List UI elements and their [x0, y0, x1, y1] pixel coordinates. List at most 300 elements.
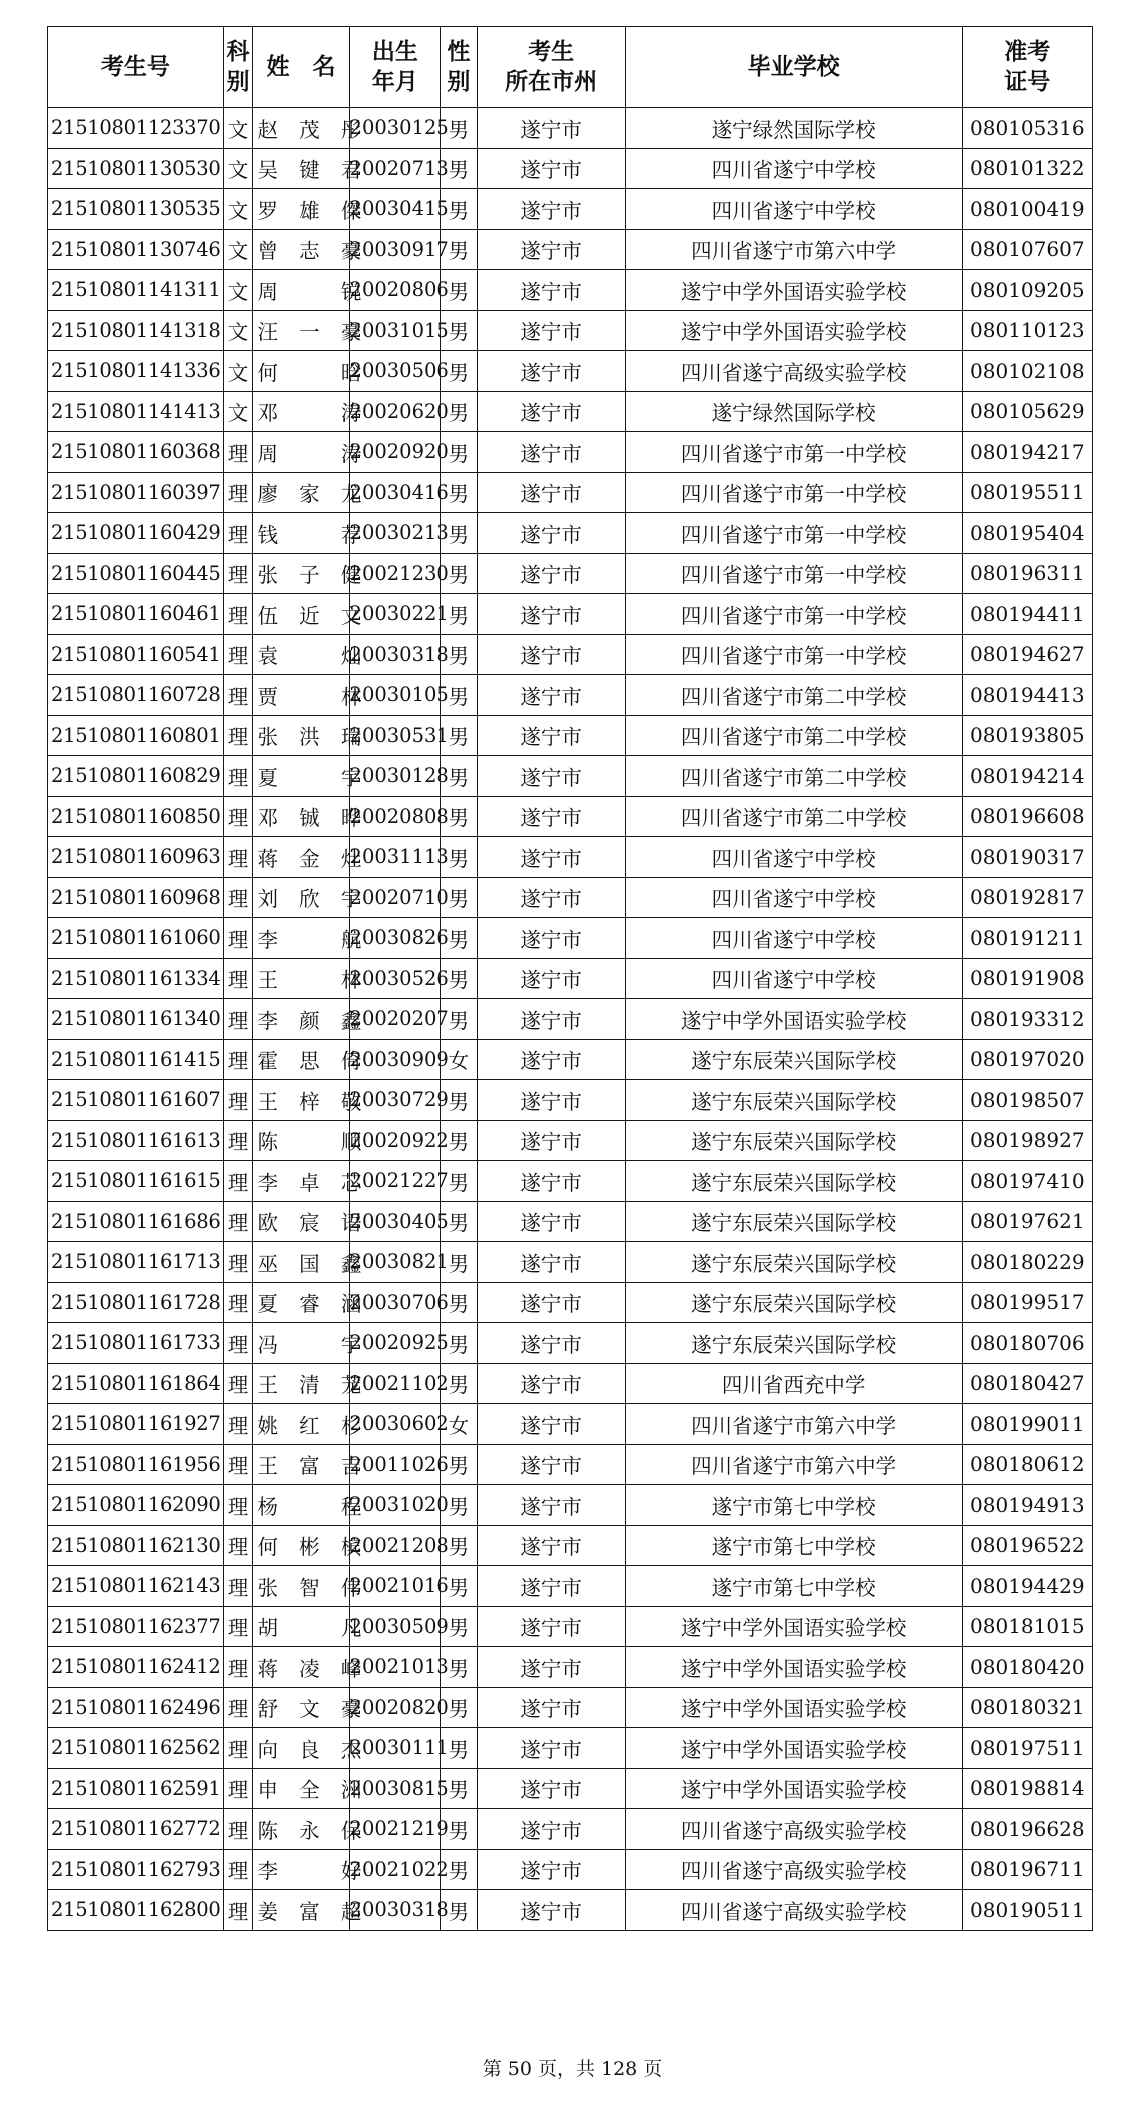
cell-subject: 理 — [223, 796, 253, 837]
cell-gender: 男 — [441, 229, 477, 270]
cell-gender: 男 — [441, 472, 477, 513]
cell-school: 四川省遂宁高级实验学校 — [625, 1809, 962, 1850]
cell-gender: 男 — [441, 1363, 477, 1404]
student-name: 李好 — [257, 1859, 362, 1884]
cell-birth: 20030405 — [349, 1201, 441, 1242]
cell-city: 遂宁市 — [477, 310, 625, 351]
cell-school: 四川省遂宁中学校 — [625, 837, 962, 878]
cell-subject: 理 — [223, 1606, 253, 1647]
cell-exam-no: 21510801130535 — [48, 189, 224, 230]
cell-city: 遂宁市 — [477, 1566, 625, 1607]
cell-cert: 080190317 — [962, 837, 1092, 878]
student-name: 夏睿涵 — [257, 1292, 362, 1317]
cell-exam-no: 21510801160397 — [48, 472, 224, 513]
cell-birth: 20020806 — [349, 270, 441, 311]
cell-city: 遂宁市 — [477, 1201, 625, 1242]
cell-birth: 20020620 — [349, 391, 441, 432]
student-name: 廖家龙 — [257, 482, 362, 507]
cell-exam-no: 21510801161060 — [48, 918, 224, 959]
student-name: 申全洲 — [257, 1778, 362, 1803]
cell-city: 遂宁市 — [477, 1080, 625, 1121]
cell-name — [253, 432, 362, 473]
student-name: 曾志豪 — [257, 239, 362, 264]
cell-cert: 080194413 — [962, 675, 1092, 716]
table-row — [48, 432, 1093, 473]
cell-school: 遂宁东辰荣兴国际学校 — [625, 1161, 962, 1202]
cell-subject: 理 — [223, 1242, 253, 1283]
cell-subject: 理 — [223, 1809, 253, 1850]
cell-name — [253, 1323, 362, 1364]
cell-subject: 理 — [223, 1647, 253, 1688]
cell-exam-no: 21510801160968 — [48, 877, 224, 918]
student-name: 王清茏 — [257, 1373, 362, 1398]
cell-city: 遂宁市 — [477, 918, 625, 959]
cell-exam-no: 21510801162562 — [48, 1728, 224, 1769]
roster-body — [48, 108, 1093, 1931]
table-row — [48, 999, 1093, 1040]
cell-cert: 080191908 — [962, 958, 1092, 999]
cell-gender: 男 — [441, 1120, 477, 1161]
table-row — [48, 958, 1093, 999]
cell-birth: 20020820 — [349, 1687, 441, 1728]
cell-exam-no: 21510801162772 — [48, 1809, 224, 1850]
cell-cert: 080196608 — [962, 796, 1092, 837]
cell-name — [253, 1080, 362, 1121]
cell-subject: 理 — [223, 1323, 253, 1364]
student-name: 陈顺 — [257, 1130, 362, 1155]
cell-city: 遂宁市 — [477, 189, 625, 230]
table-row — [48, 1039, 1093, 1080]
cell-name — [253, 1849, 362, 1890]
cell-name — [253, 148, 362, 189]
cell-name — [253, 1728, 362, 1769]
cell-name — [253, 594, 362, 635]
cell-cert: 080105629 — [962, 391, 1092, 432]
cell-exam-no: 21510801161415 — [48, 1039, 224, 1080]
cell-school: 遂宁东辰荣兴国际学校 — [625, 1120, 962, 1161]
student-name: 舒文豪 — [257, 1697, 362, 1722]
cell-subject: 文 — [223, 351, 253, 392]
cell-subject: 理 — [223, 958, 253, 999]
cell-exam-no: 21510801162800 — [48, 1890, 224, 1931]
cell-name — [253, 1161, 362, 1202]
student-name: 陈永保 — [257, 1818, 362, 1843]
cell-cert: 080196711 — [962, 1849, 1092, 1890]
cell-gender: 男 — [441, 918, 477, 959]
cell-city: 遂宁市 — [477, 756, 625, 797]
table-row — [48, 189, 1093, 230]
table-row — [48, 1687, 1093, 1728]
cell-gender: 男 — [441, 1647, 477, 1688]
cell-subject: 理 — [223, 1201, 253, 1242]
cell-gender: 男 — [441, 310, 477, 351]
cell-name — [253, 1647, 362, 1688]
table-row — [48, 1728, 1093, 1769]
cell-name — [253, 1120, 362, 1161]
table-row — [48, 1444, 1093, 1485]
cell-subject: 理 — [223, 1444, 253, 1485]
cell-cert: 080190511 — [962, 1890, 1092, 1931]
table-row — [48, 1849, 1093, 1890]
cell-school: 四川省遂宁市第一中学校 — [625, 513, 962, 554]
cell-school: 遂宁中学外国语实验学校 — [625, 270, 962, 311]
cell-exam-no: 21510801161927 — [48, 1404, 224, 1445]
cell-gender: 女 — [441, 1404, 477, 1445]
cell-gender: 男 — [441, 1444, 477, 1485]
table-row — [48, 108, 1093, 149]
cell-name — [253, 513, 362, 554]
cell-cert: 080180706 — [962, 1323, 1092, 1364]
cell-cert: 080194429 — [962, 1566, 1092, 1607]
cell-gender: 男 — [441, 1242, 477, 1283]
cell-gender: 男 — [441, 675, 477, 716]
cell-birth: 20030318 — [349, 1890, 441, 1931]
cell-birth: 20021227 — [349, 1161, 441, 1202]
cell-exam-no: 21510801162412 — [48, 1647, 224, 1688]
table-row — [48, 1404, 1093, 1445]
cell-gender: 男 — [441, 958, 477, 999]
cell-school: 四川省遂宁市第二中学校 — [625, 715, 962, 756]
cell-exam-no: 21510801162496 — [48, 1687, 224, 1728]
cell-subject: 理 — [223, 553, 253, 594]
cell-name — [253, 1363, 362, 1404]
student-name: 王富吉 — [257, 1454, 362, 1479]
cell-birth: 20021230 — [349, 553, 441, 594]
table-row — [48, 675, 1093, 716]
student-name: 蒋金灶 — [257, 846, 362, 871]
cell-cert: 080194214 — [962, 756, 1092, 797]
cell-gender: 男 — [441, 999, 477, 1040]
cell-city: 遂宁市 — [477, 1890, 625, 1931]
cell-city: 遂宁市 — [477, 553, 625, 594]
header-gender: 性 别 — [441, 27, 477, 108]
cell-gender: 男 — [441, 1890, 477, 1931]
cell-school: 四川省遂宁市第二中学校 — [625, 675, 962, 716]
table-row — [48, 1525, 1093, 1566]
cell-school: 遂宁东辰荣兴国际学校 — [625, 1201, 962, 1242]
cell-cert: 080196628 — [962, 1809, 1092, 1850]
cell-city: 遂宁市 — [477, 1404, 625, 1445]
cell-name — [253, 553, 362, 594]
cell-name — [253, 1768, 362, 1809]
cell-city: 遂宁市 — [477, 1768, 625, 1809]
student-name: 何晗 — [257, 360, 362, 385]
cell-birth: 20030125 — [349, 108, 441, 149]
table-row — [48, 594, 1093, 635]
cell-birth: 20030318 — [349, 634, 441, 675]
student-name: 胡凡 — [257, 1616, 362, 1641]
cell-cert: 080194217 — [962, 432, 1092, 473]
cell-cert: 080197410 — [962, 1161, 1092, 1202]
table-row — [48, 715, 1093, 756]
cell-birth: 20030221 — [349, 594, 441, 635]
cell-name — [253, 715, 362, 756]
cell-city: 遂宁市 — [477, 108, 625, 149]
table-row — [48, 1566, 1093, 1607]
cell-cert: 080194627 — [962, 634, 1092, 675]
cell-name — [253, 634, 362, 675]
cell-school: 遂宁中学外国语实验学校 — [625, 1647, 962, 1688]
cell-cert: 080181015 — [962, 1606, 1092, 1647]
cell-subject: 文 — [223, 189, 253, 230]
cell-name — [253, 877, 362, 918]
cell-birth: 20021013 — [349, 1647, 441, 1688]
cell-name — [253, 1444, 362, 1485]
cell-school: 遂宁中学外国语实验学校 — [625, 1687, 962, 1728]
cell-gender: 男 — [441, 1566, 477, 1607]
table-row — [48, 1161, 1093, 1202]
cell-subject: 理 — [223, 675, 253, 716]
cell-exam-no: 21510801160445 — [48, 553, 224, 594]
cell-school: 遂宁东辰荣兴国际学校 — [625, 1080, 962, 1121]
cell-birth: 20030213 — [349, 513, 441, 554]
cell-name — [253, 1525, 362, 1566]
table-row — [48, 513, 1093, 554]
header-exam-no: 考生号 — [48, 27, 224, 108]
cell-cert: 080196522 — [962, 1525, 1092, 1566]
cell-subject: 理 — [223, 1525, 253, 1566]
cell-school: 遂宁东辰荣兴国际学校 — [625, 1323, 962, 1364]
cell-subject: 理 — [223, 1890, 253, 1931]
cell-city: 遂宁市 — [477, 1444, 625, 1485]
cell-school: 四川省遂宁市第六中学 — [625, 1444, 962, 1485]
student-name: 霍思倚 — [257, 1049, 362, 1074]
cell-school: 四川省遂宁中学校 — [625, 189, 962, 230]
cell-city: 遂宁市 — [477, 391, 625, 432]
table-row — [48, 837, 1093, 878]
cell-cert: 080198814 — [962, 1768, 1092, 1809]
cell-exam-no: 21510801161615 — [48, 1161, 224, 1202]
cell-cert: 080180427 — [962, 1363, 1092, 1404]
cell-gender: 女 — [441, 1039, 477, 1080]
header-school: 毕业学校 — [625, 27, 962, 108]
table-row — [48, 1606, 1093, 1647]
cell-city: 遂宁市 — [477, 1687, 625, 1728]
header-name: 姓 名 — [253, 27, 349, 108]
cell-city: 遂宁市 — [477, 472, 625, 513]
cell-gender: 男 — [441, 1525, 477, 1566]
cell-birth: 20030729 — [349, 1080, 441, 1121]
cell-exam-no: 21510801162793 — [48, 1849, 224, 1890]
cell-city: 遂宁市 — [477, 513, 625, 554]
cell-gender: 男 — [441, 1768, 477, 1809]
cell-exam-no: 21510801162143 — [48, 1566, 224, 1607]
student-name: 吴键君 — [257, 158, 362, 183]
cell-subject: 理 — [223, 1120, 253, 1161]
cell-birth: 20030128 — [349, 756, 441, 797]
cell-city: 遂宁市 — [477, 432, 625, 473]
table-row — [48, 1768, 1093, 1809]
student-name: 杨程 — [257, 1494, 362, 1519]
cell-birth: 20020713 — [349, 148, 441, 189]
header-birth: 出生 年月 — [349, 27, 441, 108]
cell-city: 遂宁市 — [477, 1809, 625, 1850]
cell-name — [253, 391, 362, 432]
table-row — [48, 1201, 1093, 1242]
student-roster-table — [47, 26, 1093, 1931]
cell-cert: 080194411 — [962, 594, 1092, 635]
cell-gender: 男 — [441, 553, 477, 594]
cell-birth: 20030415 — [349, 189, 441, 230]
cell-cert: 080196311 — [962, 553, 1092, 594]
table-row — [48, 918, 1093, 959]
cell-gender: 男 — [441, 715, 477, 756]
cell-name — [253, 108, 362, 149]
student-name: 何彬槟 — [257, 1535, 362, 1560]
cell-school: 遂宁东辰荣兴国际学校 — [625, 1242, 962, 1283]
student-name: 姚红杉 — [257, 1413, 362, 1438]
cell-cert: 080101322 — [962, 148, 1092, 189]
cell-name — [253, 796, 362, 837]
cell-school: 四川省遂宁高级实验学校 — [625, 351, 962, 392]
cell-subject: 理 — [223, 1768, 253, 1809]
table-row — [48, 756, 1093, 797]
cell-cert: 080180612 — [962, 1444, 1092, 1485]
cell-name — [253, 189, 362, 230]
table-row — [48, 634, 1093, 675]
student-name: 赵茂彤 — [257, 117, 362, 142]
cell-city: 遂宁市 — [477, 877, 625, 918]
cell-exam-no: 21510801130746 — [48, 229, 224, 270]
cell-name — [253, 675, 362, 716]
cell-birth: 20021102 — [349, 1363, 441, 1404]
cell-gender: 男 — [441, 513, 477, 554]
cell-name — [253, 918, 362, 959]
table-row — [48, 1080, 1093, 1121]
cell-exam-no: 21510801123370 — [48, 108, 224, 149]
table-row — [48, 351, 1093, 392]
student-name: 袁灿 — [257, 644, 362, 669]
cell-school: 四川省遂宁高级实验学校 — [625, 1849, 962, 1890]
cell-gender: 男 — [441, 1161, 477, 1202]
cell-school: 四川省遂宁市第一中学校 — [625, 432, 962, 473]
cell-exam-no: 21510801162377 — [48, 1606, 224, 1647]
cell-birth: 20021016 — [349, 1566, 441, 1607]
cell-cert: 080110123 — [962, 310, 1092, 351]
cell-school: 四川省遂宁市第一中学校 — [625, 634, 962, 675]
cell-gender: 男 — [441, 634, 477, 675]
cell-subject: 理 — [223, 594, 253, 635]
table-row — [48, 391, 1093, 432]
cell-name — [253, 472, 362, 513]
table-row — [48, 1242, 1093, 1283]
cell-name — [253, 270, 362, 311]
cell-cert: 080197020 — [962, 1039, 1092, 1080]
cell-birth: 20031015 — [349, 310, 441, 351]
cell-subject: 理 — [223, 1404, 253, 1445]
cell-exam-no: 21510801160801 — [48, 715, 224, 756]
student-name: 向良杰 — [257, 1737, 362, 1762]
student-name: 王林 — [257, 968, 362, 993]
header-city: 考生 所在市州 — [477, 27, 625, 108]
cell-exam-no: 21510801160429 — [48, 513, 224, 554]
cell-birth: 20021022 — [349, 1849, 441, 1890]
table-row — [48, 1282, 1093, 1323]
cell-city: 遂宁市 — [477, 715, 625, 756]
cell-gender: 男 — [441, 877, 477, 918]
cell-city: 遂宁市 — [477, 1120, 625, 1161]
cell-exam-no: 21510801161733 — [48, 1323, 224, 1364]
cell-school: 遂宁中学外国语实验学校 — [625, 999, 962, 1040]
table-row — [48, 1323, 1093, 1364]
cell-school: 遂宁中学外国语实验学校 — [625, 1768, 962, 1809]
cell-city: 遂宁市 — [477, 1647, 625, 1688]
cell-gender: 男 — [441, 837, 477, 878]
cell-gender: 男 — [441, 432, 477, 473]
cell-subject: 理 — [223, 1282, 253, 1323]
cell-subject: 理 — [223, 1728, 253, 1769]
cell-name — [253, 756, 362, 797]
table-row — [48, 1890, 1093, 1931]
cell-exam-no: 21510801161728 — [48, 1282, 224, 1323]
cell-birth: 20020920 — [349, 432, 441, 473]
cell-gender: 男 — [441, 270, 477, 311]
cell-cert: 080180420 — [962, 1647, 1092, 1688]
cell-city: 遂宁市 — [477, 1282, 625, 1323]
cell-name — [253, 1039, 362, 1080]
cell-exam-no: 21510801161334 — [48, 958, 224, 999]
cell-subject: 理 — [223, 1039, 253, 1080]
cell-name — [253, 999, 362, 1040]
table-row — [48, 1647, 1093, 1688]
student-name: 钱荐 — [257, 522, 362, 547]
cell-subject: 理 — [223, 513, 253, 554]
cell-cert: 080191211 — [962, 918, 1092, 959]
cell-subject: 理 — [223, 1485, 253, 1526]
header-cert: 准考 证号 — [962, 27, 1092, 108]
cell-birth: 20030531 — [349, 715, 441, 756]
cell-exam-no: 21510801141336 — [48, 351, 224, 392]
cell-gender: 男 — [441, 1485, 477, 1526]
cell-name — [253, 1890, 362, 1931]
table-row — [48, 1363, 1093, 1404]
cell-school: 四川省遂宁中学校 — [625, 918, 962, 959]
cell-exam-no: 21510801161607 — [48, 1080, 224, 1121]
cell-gender: 男 — [441, 189, 477, 230]
cell-cert: 080197511 — [962, 1728, 1092, 1769]
cell-birth: 20020808 — [349, 796, 441, 837]
cell-gender: 男 — [441, 391, 477, 432]
cell-name — [253, 1242, 362, 1283]
student-name: 姜富超 — [257, 1899, 362, 1924]
cell-subject: 文 — [223, 229, 253, 270]
student-name: 李卓芯 — [257, 1170, 362, 1195]
cell-birth: 20030526 — [349, 958, 441, 999]
cell-name — [253, 351, 362, 392]
cell-school: 四川省遂宁市第二中学校 — [625, 756, 962, 797]
cell-name — [253, 229, 362, 270]
cell-school: 四川省遂宁市第一中学校 — [625, 594, 962, 635]
cell-exam-no: 21510801160963 — [48, 837, 224, 878]
cell-exam-no: 21510801141413 — [48, 391, 224, 432]
cell-gender: 男 — [441, 796, 477, 837]
cell-gender: 男 — [441, 148, 477, 189]
cell-city: 遂宁市 — [477, 594, 625, 635]
cell-school: 四川省遂宁市第二中学校 — [625, 796, 962, 837]
table-row — [48, 1809, 1093, 1850]
student-name: 蒋凌峰 — [257, 1656, 362, 1681]
cell-gender: 男 — [441, 1809, 477, 1850]
cell-subject: 理 — [223, 1363, 253, 1404]
cell-city: 遂宁市 — [477, 958, 625, 999]
table-row — [48, 270, 1093, 311]
cell-cert: 080102108 — [962, 351, 1092, 392]
cell-gender: 男 — [441, 1728, 477, 1769]
cell-cert: 080199011 — [962, 1404, 1092, 1445]
header-row — [48, 27, 1093, 108]
student-name: 李航 — [257, 927, 362, 952]
cell-exam-no: 21510801161956 — [48, 1444, 224, 1485]
